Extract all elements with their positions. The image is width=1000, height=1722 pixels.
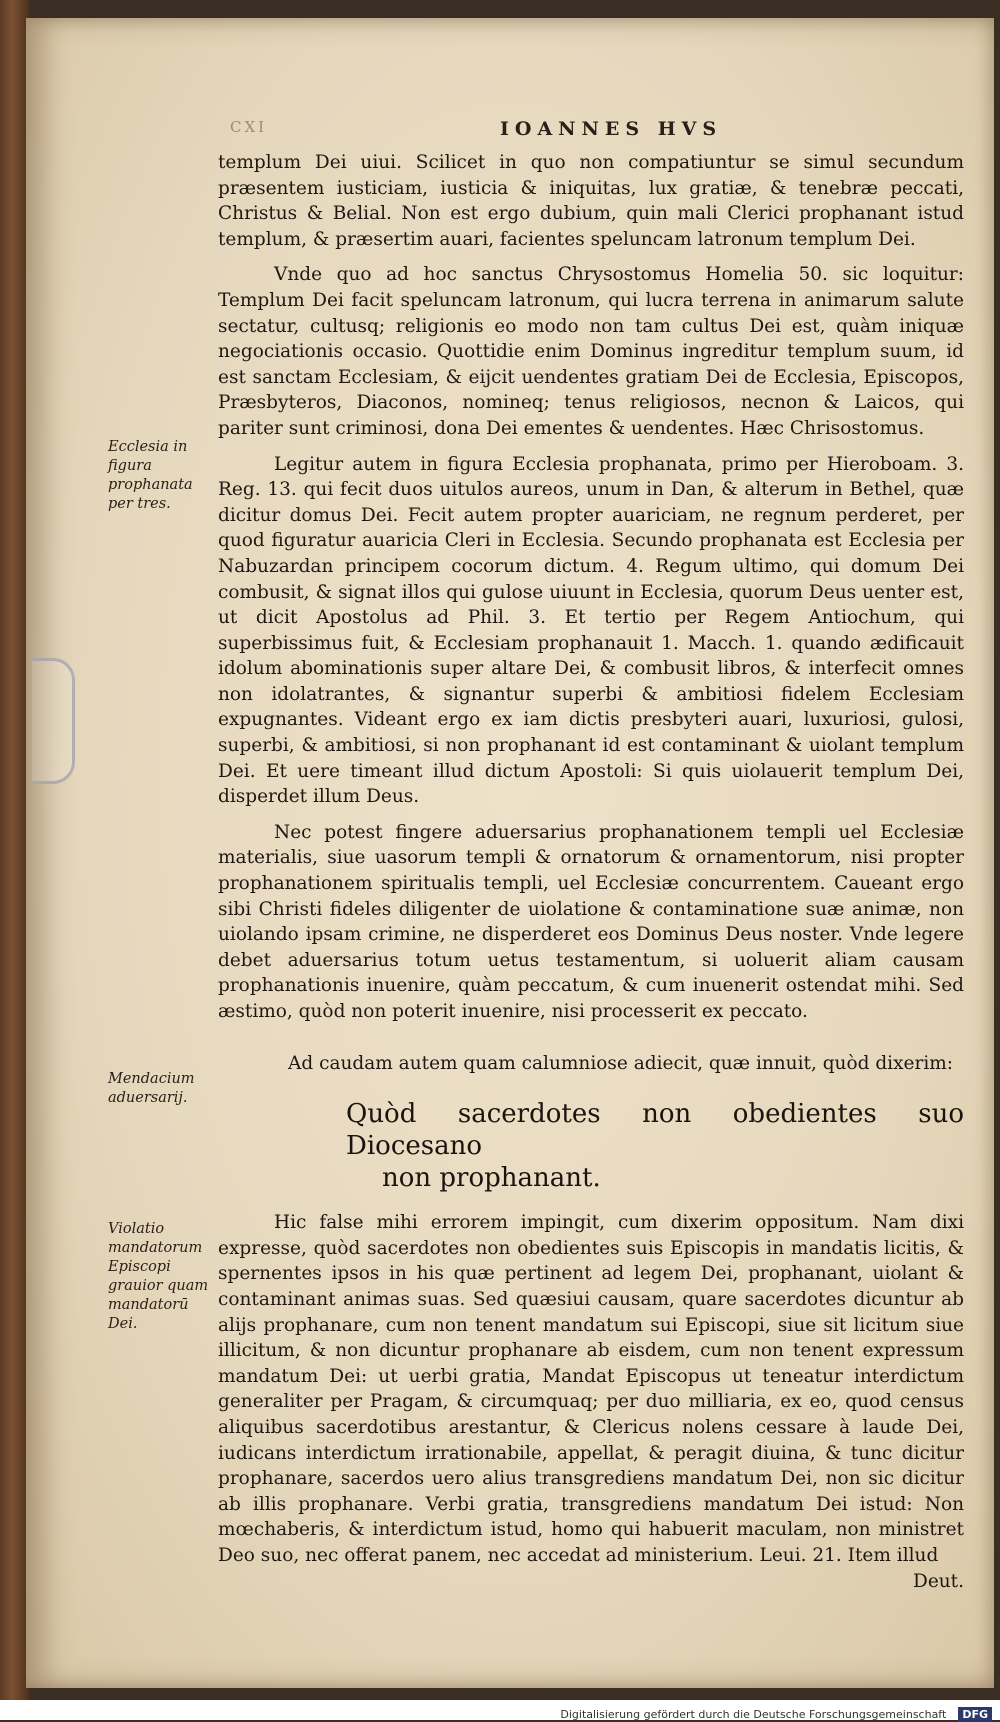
page-clip xyxy=(32,658,75,784)
margin-note-3: Violatio mandatorum Episcopi grauior quam mandatorū Dei. xyxy=(108,1221,209,1332)
header-title: IOANNES HVS xyxy=(500,118,723,140)
paragraph-4: Nec potest fingere aduersarius prophanationem templi uel Ecclesiæ materialis, siue uasorum templi & ornatorum & ornamentorum, nisi propter prophanationem spiritualis templi, uel Ecclesiæ concurrentem. Caueant ergo sibi Christi fideles diligenter de uiolatione & contaminatione suæ animæ, non uiolando ipsam crimine, ne disperderet eos Dominus Deus noster. Vnde legere debet aduersarius totum uetus testamentum, si uoluerit aliam causam prophanationis inuenire, quàm peccatum, & cum inuenerit ostendat mihi. Sed æstimo, quòd non poterit inuenire, nisi processerit ex peccato. xyxy=(218,821,964,1022)
transition-line: Ad caudam autem quam calumniose adiecit, quæ innuit, quòd dixerim: xyxy=(288,1052,954,1074)
catchword: Deut. xyxy=(912,1570,964,1592)
header-fragment: CXI xyxy=(230,118,268,136)
margin-note-1: Ecclesia in figura prophanata per tres. xyxy=(108,439,193,512)
main-text xyxy=(218,150,964,1594)
paragraph-3: Legitur autem in figura Ecclesia prophanata, primo per Hieroboam. 3. Reg. 13. qui fecit duos uitulos aureos, unum in Dan, & alterum in Bethel, quæ dicitur domus Dei. Fecit autem propter auariciam, ne regnum perderet, per quod figuratur auaricia Cleri in Ecclesia. Secundo prophanata est Ecclesia per Nabuzardan principem cocorum dictum. 4. Regum ultimo, qui domum Dei combusit, & signat illos qui gulose uiuunt in Ecclesia, quorum Deus uenter est, ut dicit Apostolus ad Phil. 3. Et tertio per Regem Antiochum, qui superbissimus fuit, & Ecclesiam prophanauit 1. Macch. 1. quando ædificauit idolum abominationis super altare Dei, & combusit libros, & interfecit omnes non idolatrantes, & signantur superbi & ambitiosi fidelem Ecclesiam expugnantes. Videant ergo ex iam dictis presbyteri auari, luxuriosi, gulosi, superbi, & ambitiosi, si non prophanant id est contaminant & uiolant templum Dei. Et uere timeant illud dictum Apostoli: Si quis uiolauerit templum Dei, disperdet illum Deus. xyxy=(218,453,964,808)
paragraph-5: Hic false mihi errorem impingit, cum dixerim oppositum. Nam dixi expresse, quòd sacerdotes non obedientes suis Episcopis in mandatis licitis, & spernentes ipsos in his quæ pertinent ad legem Dei, prophanant, uiolant & contaminant animas suas. Sed quæsiui causam, quare sacerdotes dicuntur ab alijs prophanare, cum non tenent mandatum sui Episcopi, siue sit licitum siue illicitum, & non dicuntur prophanare ab eisdem, cum non tenent expressum mandatum Dei: ut uerbi gratia, Mandat Episcopus ut teneatur interdictum generaliter per Pragam, & circumquaq; per duo milliaria, ex eo, quod census aliquibus sacerdotibus arestantur, & Clericus nolens cessare à laude Dei, iudicans interdictum irrationabile, appellat, & peragit diuina, & tunc dicitur prophanare, sacerdos uero alius transgrediens mandatum Dei, non sic dicitur ab illis prophanare. Verbi gratia, transgrediens mandatum Dei istud: Non mœchaberis, & interdictum istud, homo qui habuerit maculam, non ministret Deo suo, nec offerat panem, nec accedat ad ministerium. Leui. 21. Item illud xyxy=(218,1212,964,1566)
paragraph-1: templum Dei uiui. Scilicet in quo non compatiuntur se simul secundum præsentem iusticiam, iusticia & iniquitas, lux gratiæ, & tenebræ peccati, Christus & Belial. Non est ergo dubium, quin mali Clerici prophanant istud templum, & præsertim auari, facientes speluncam latronum templum Dei. xyxy=(218,152,964,250)
heading-line-2: non prophanant. xyxy=(382,1163,601,1194)
digitization-footer xyxy=(0,1700,1000,1720)
heading-line-1: Quòd sacerdotes non obedientes suo Diocesano xyxy=(346,1099,964,1162)
dfg-logo: DFG xyxy=(958,1707,992,1722)
margin-note-2: Mendacium aduersarij. xyxy=(108,1071,195,1106)
section-heading xyxy=(346,1098,964,1194)
footer-text: Digitalisierung gefördert durch die Deutsche Forschungsgemeinschaft xyxy=(560,1708,947,1721)
paragraph-2: Vnde quo ad hoc sanctus Chrysostomus Homelia 50. sic loquitur: Templum Dei facit speluncam latronum, qui lucra terrena in animarum salute sectatur, cultusq; religionis eo modo non tam cultus Dei est, quàm iniquæ negociationis occasio. Quottidie enim Dominus ingreditur templum suum, id est sanctam Ecclesiam, & eijcit uendentes gratiam Dei de Ecclesia, Episcopos, Præsbyteros, Diaconos, nomineq; tenus religiosos, necnon & Laicos, qui pariter sunt criminosi, dona Dei ementes & uendentes. Hæc Chrisostomus. xyxy=(218,264,964,439)
